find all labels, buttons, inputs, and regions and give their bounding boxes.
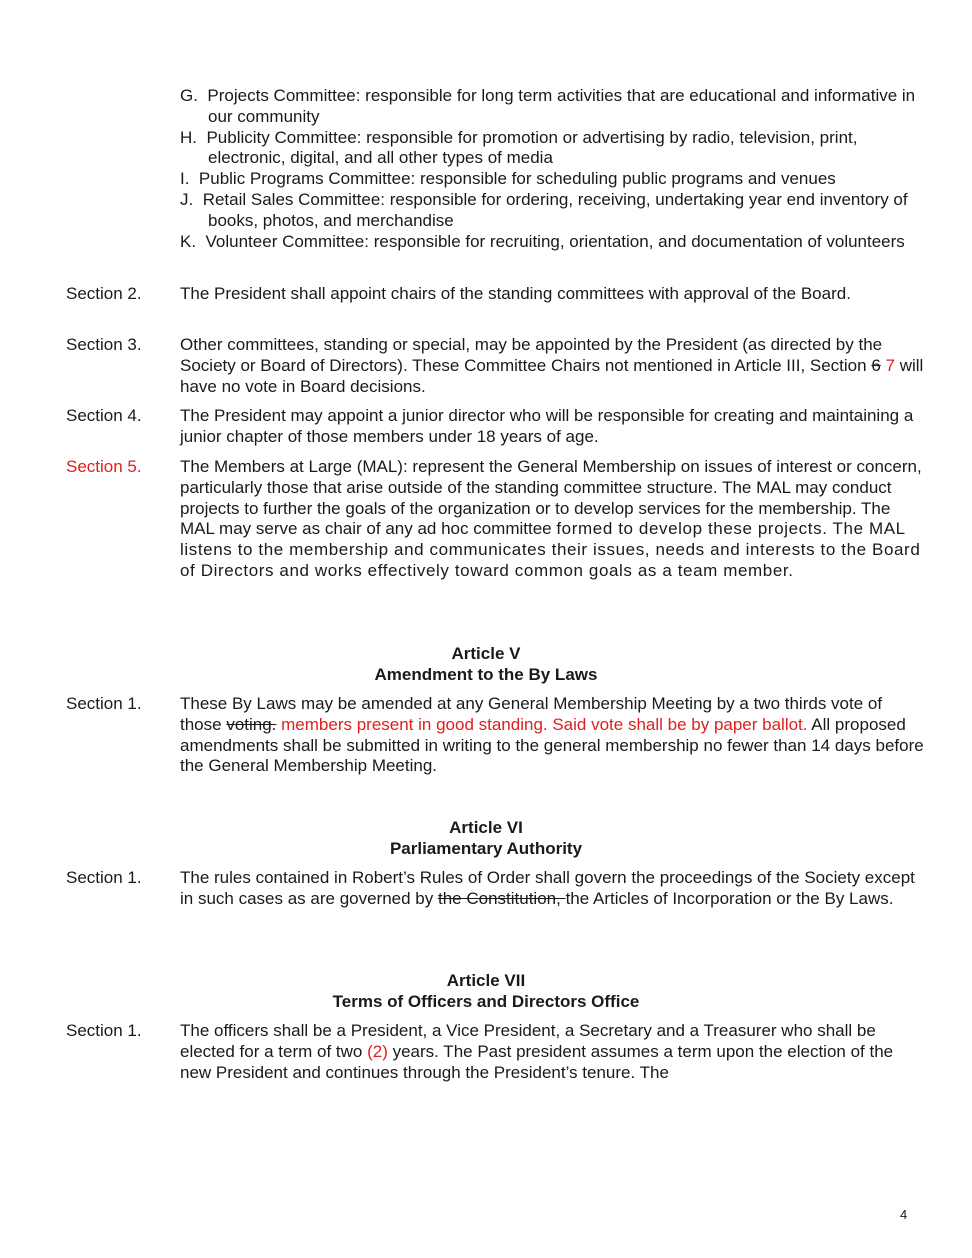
section-label: Section 5. (66, 457, 142, 476)
inserted-text: 7 (885, 355, 895, 375)
section-label: Section 3. (66, 335, 142, 354)
section-2 (66, 284, 926, 305)
section-label: Section 2. (66, 284, 142, 303)
section-4 (66, 406, 926, 448)
section-text: The Members at Large (MAL): represent the General Membership on issues of interest or concern, particularly those that arise outside of the standing committee structure. The MAL may conduct projects to further the goals of the organization or to develop services for the membership. The MAL may serve as chair of any ad hoc committee formed to develop these projects. The MAL listens to the membership and communicates their issues, needs and interests to the Board of Directors and works effectively toward common goals as a team member. (180, 457, 922, 580)
section-text: The rules contained in Robert’s Rules of Order shall govern the proceedings of the Society except in such cases as are governed by the Constitution, the Articles of Incorporation or the By Laws. (180, 868, 915, 908)
list-item: I. Public Programs Committee: responsible for scheduling public programs and venues (180, 169, 836, 189)
list-item: J. Retail Sales Committee: responsible for ordering, receiving, undertaking year end inventory of books, photos, and merchandise (180, 189, 908, 230)
list-item: G. Projects Committee: responsible for long term activities that are educational and informative in our community (180, 86, 916, 126)
page-number: 4 (900, 1207, 908, 1222)
section-label: Section 1. (66, 868, 142, 887)
struck-text: 6 (871, 355, 881, 375)
section-label: Section 1. (66, 1021, 142, 1040)
inserted-text: members present in good standing. Said vote shall be by paper ballot. (276, 714, 808, 734)
struck-text: the Constitution, (437, 888, 566, 908)
article-subtitle: Parliamentary Authority (389, 839, 583, 858)
article-title: Article V (451, 644, 521, 663)
article-subtitle: Amendment to the By Laws (374, 665, 598, 684)
article-subtitle: Terms of Officers and Directors Office (332, 992, 640, 1011)
list-item: H. Publicity Committee: responsible for promotion or advertising by radio, television, print, electronic, digital, and all other types of media (180, 127, 858, 168)
inserted-text: (2) (367, 1041, 388, 1061)
article7-section-1 (66, 1021, 926, 1083)
article-title: Article VI (449, 818, 523, 837)
section-text: The President may appoint a junior director who will be responsible for creating and maintaining a junior chapter of those members under 18 years of age. (180, 406, 914, 446)
section-text: The President shall appoint chairs of the standing committees with approval of the Board. (180, 284, 851, 303)
section-text: These By Laws may be amended at any General Membership Meeting by a two thirds vote of those voting. members present in good standing. Said vote shall be by paper ballot. All proposed amendments shall be submitted in writing to the general membership no fewer than 14 days before the General Membership Meeting. (180, 694, 924, 776)
section-label: Section 4. (66, 406, 142, 425)
struck-text: voting. (226, 714, 277, 734)
list-item: K. Volunteer Committee: responsible for recruiting, orientation, and documentation of volunteers (180, 231, 905, 251)
article5-section-1 (66, 694, 926, 777)
section-label: Section 1. (66, 694, 142, 713)
section-text: The officers shall be a President, a Vice President, a Secretary and a Treasurer who shall be elected for a term of two (2) years. The Past president assumes a term upon the election of the new President and continues through the President’s tenure. The (180, 1021, 894, 1082)
committee-list (180, 86, 920, 252)
section-text: Other committees, standing or special, may be appointed by the President (as directed by the Society or Board of Directors). These Committee Chairs not mentioned in Article III, Section 6 7 will have no vote in Board decisions. (180, 335, 924, 396)
section-3 (66, 335, 926, 397)
article6-section-1 (66, 868, 926, 910)
section-5 (66, 457, 926, 582)
article-title: Article VII (446, 971, 526, 990)
